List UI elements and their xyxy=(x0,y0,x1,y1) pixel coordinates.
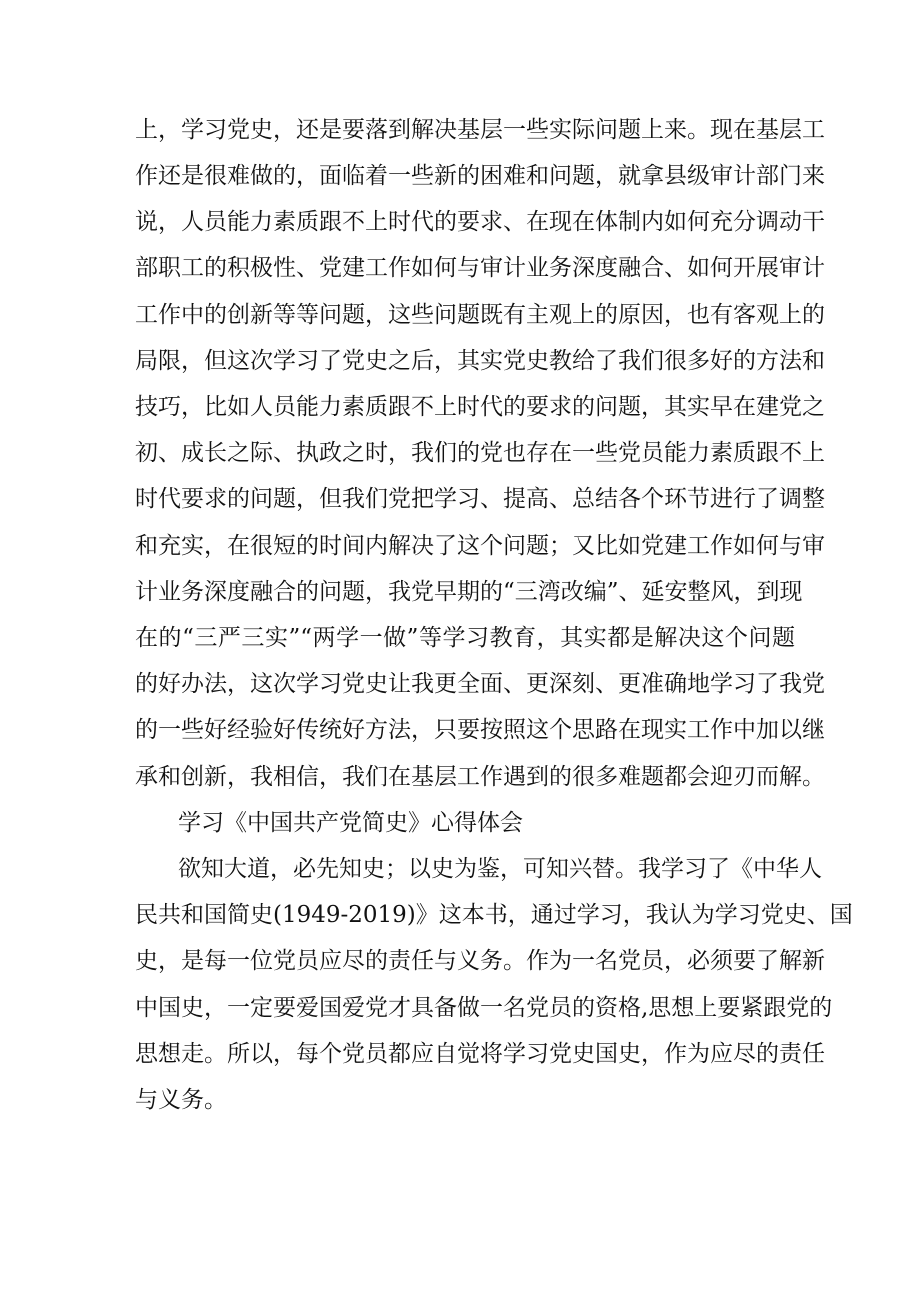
paragraph-1-line-14: 的一些好经验好传统好方法，只要按照这个思路在现实工作中加以继 xyxy=(135,717,825,743)
paragraph-1-line-7: 技巧，比如人员能力素质跟不上时代的要求的问题，其实早在建党之 xyxy=(135,394,825,420)
paragraph-1-line-3: 说，人员能力素质跟不上时代的要求、在现在体制内如何充分调动干 xyxy=(135,209,825,235)
paragraph-1-line-11: 计业务深度融合的问题，我党早期的“三湾改编”、延安整风，到现 xyxy=(135,579,803,605)
paragraph-1-line-5: 工作中的创新等等问题，这些问题既有主观上的原因，也有客观上的 xyxy=(135,302,825,328)
paragraph-1-line-15: 承和创新，我相信，我们在基层工作遇到的很多难题都会迎刃而解。 xyxy=(135,764,825,790)
paragraph-2-line-3: 史，是每一位党员应尽的责任与义务。作为一名党员，必须要了解新 xyxy=(135,948,825,974)
paragraph-1-line-6: 局限，但这次学习了党史之后，其实党史教给了我们很多好的方法和 xyxy=(135,348,825,374)
paragraph-2-line-6: 与义务。 xyxy=(135,1087,227,1113)
paragraph-1-line-2: 作还是很难做的，面临着一些新的困难和问题，就拿县级审计部门来 xyxy=(135,163,825,189)
paragraph-1-line-9: 时代要求的问题，但我们党把学习、提高、总结各个环节进行了调整 xyxy=(135,486,825,512)
paragraph-1-line-12: 在的“三严三实”“两学一做”等学习教育，其实都是解决这个问题 xyxy=(135,625,795,651)
paragraph-2-line-4: 中国史，一定要爱国爱党才具备做一名党员的资格,思想上要紧跟党的 xyxy=(135,995,833,1021)
paragraph-2-line-5: 思想走。所以，每个党员都应自觉将学习党史国史，作为应尽的责任 xyxy=(135,1041,825,1067)
paragraph-1-line-4: 部职工的积极性、党建工作如何与审计业务深度融合、如何开展审计 xyxy=(135,255,825,281)
section-heading: 学习《中国共产党简史》心得体会 xyxy=(178,810,523,836)
paragraph-1-line-13: 的好办法，这次学习党史让我更全面、更深刻、更准确地学习了我党 xyxy=(135,671,825,697)
paragraph-2-line-2: 民共和国简史(1949-2019)》这本书，通过学习，我认为学习党史、国 xyxy=(135,902,853,928)
paragraph-1-line-1: 上，学习党史，还是要落到解决基层一些实际问题上来。现在基层工 xyxy=(135,117,825,143)
paragraph-1-line-10: 和充实，在很短的时间内解决了这个问题；又比如党建工作如何与审 xyxy=(135,533,825,559)
paragraph-2-line-1: 欲知大道，必先知史；以史为鉴，可知兴替。我学习了《中华人 xyxy=(178,856,822,882)
paragraph-1-line-8: 初、成长之际、执政之时，我们的党也存在一些党员能力素质跟不上 xyxy=(135,440,825,466)
